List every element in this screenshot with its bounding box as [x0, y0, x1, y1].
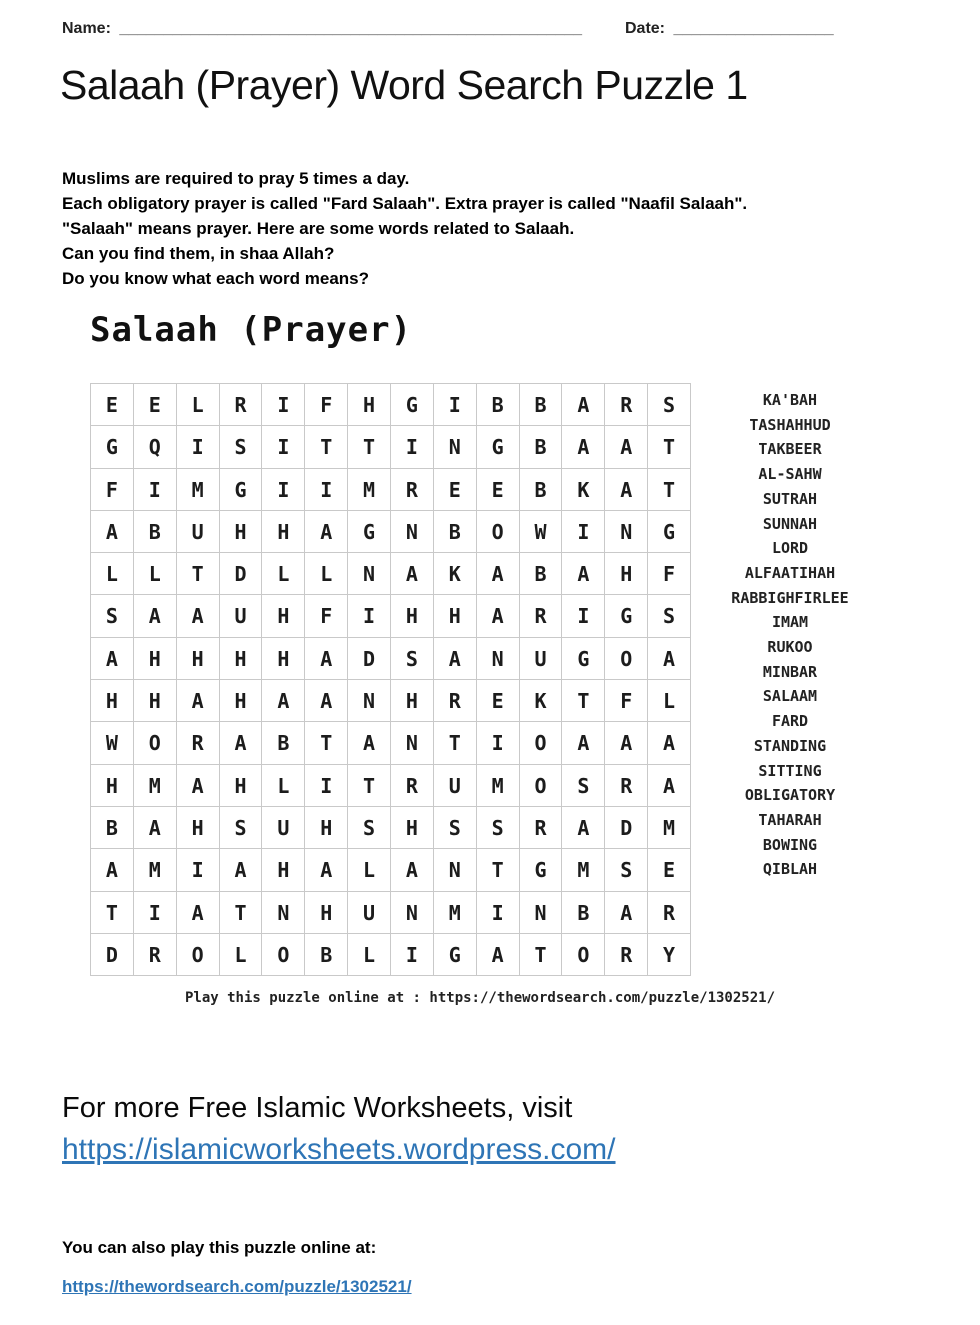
word-list-item: SUNNAH	[762, 514, 818, 533]
grid-cell: A	[605, 426, 648, 468]
grid-cell: T	[305, 426, 348, 468]
play-online-caption: Play this puzzle online at : https://thewordsearch.com/puzzle/1302521/	[184, 990, 775, 1006]
grid-cell: R	[520, 595, 563, 637]
grid-cell: E	[434, 469, 477, 511]
grid-cell: A	[348, 722, 391, 764]
name-field-group	[62, 20, 582, 38]
grid-cell: S	[220, 426, 263, 468]
grid-cell: A	[177, 892, 220, 934]
grid-cell: T	[562, 680, 605, 722]
grid-cell: K	[434, 553, 477, 595]
grid-cell: R	[605, 765, 648, 807]
grid-cell: A	[91, 511, 134, 553]
grid-cell: I	[305, 469, 348, 511]
grid-cell: G	[91, 426, 134, 468]
word-list-item: OBLIGATORY	[744, 786, 836, 805]
grid-cell: N	[391, 722, 434, 764]
grid-cell: T	[434, 722, 477, 764]
grid-cell: H	[91, 765, 134, 807]
grid-cell: B	[91, 807, 134, 849]
grid-cell: G	[605, 595, 648, 637]
grid-cell: H	[220, 638, 263, 680]
grid-cell: I	[477, 892, 520, 934]
grid-cell: I	[262, 469, 305, 511]
grid-cell: N	[391, 892, 434, 934]
intro-paragraph	[62, 166, 747, 291]
grid-cell: G	[348, 511, 391, 553]
grid-cell: R	[434, 680, 477, 722]
grid-cell: U	[434, 765, 477, 807]
grid-cell: O	[262, 934, 305, 976]
grid-cell: G	[562, 638, 605, 680]
grid-cell: I	[391, 426, 434, 468]
grid-cell: A	[434, 638, 477, 680]
date-blank-line: __________________	[673, 20, 834, 37]
grid-cell: A	[477, 934, 520, 976]
grid-cell: I	[434, 384, 477, 426]
grid-cell: G	[520, 849, 563, 891]
grid-cell: T	[305, 722, 348, 764]
grid-cell: H	[391, 807, 434, 849]
grid-cell: L	[348, 849, 391, 891]
grid-cell: B	[520, 469, 563, 511]
grid-cell: A	[305, 849, 348, 891]
word-list-item: RABBIGHFIRLEE	[731, 588, 849, 607]
word-list	[690, 388, 890, 882]
grid-cell: F	[648, 553, 691, 595]
word-list-item: FARD	[771, 712, 809, 731]
grid-cell: I	[177, 426, 220, 468]
word-list-item: TASHAHHUD	[749, 415, 831, 434]
word-list-item: AL-SAHW	[758, 465, 822, 484]
grid-cell: S	[91, 595, 134, 637]
grid-cell: U	[262, 807, 305, 849]
grid-cell: H	[177, 807, 220, 849]
grid-cell: F	[605, 680, 648, 722]
grid-cell: S	[648, 595, 691, 637]
grid-cell: I	[262, 384, 305, 426]
word-list-item: LORD	[771, 539, 809, 558]
islamic-worksheets-link[interactable]: https://islamicworksheets.wordpress.com/	[62, 1133, 616, 1166]
grid-cell: E	[648, 849, 691, 891]
grid-cell: W	[520, 511, 563, 553]
word-list-item: BOWING	[762, 835, 818, 854]
grid-cell: A	[91, 638, 134, 680]
grid-cell: G	[434, 934, 477, 976]
grid-cell: N	[434, 849, 477, 891]
grid-cell: I	[177, 849, 220, 891]
grid-cell: I	[305, 765, 348, 807]
grid-cell: H	[177, 638, 220, 680]
word-list-item: TAKBEER	[758, 440, 822, 459]
grid-cell: B	[520, 384, 563, 426]
grid-cell: M	[648, 807, 691, 849]
grid-cell: H	[305, 807, 348, 849]
grid-cell: T	[91, 892, 134, 934]
grid-cell: U	[220, 595, 263, 637]
grid-cell: A	[477, 553, 520, 595]
grid-cell: S	[391, 638, 434, 680]
grid-cell: T	[648, 426, 691, 468]
grid-cell: L	[262, 765, 305, 807]
grid-cell: I	[134, 469, 177, 511]
grid-cell: E	[477, 469, 520, 511]
grid-cell: O	[520, 765, 563, 807]
grid-cell: H	[305, 892, 348, 934]
grid-cell: M	[477, 765, 520, 807]
grid-cell: M	[434, 892, 477, 934]
wordsearch-puzzle-link[interactable]: https://thewordsearch.com/puzzle/1302521/	[62, 1277, 412, 1296]
grid-cell: S	[605, 849, 648, 891]
grid-cell: I	[562, 511, 605, 553]
grid-cell: L	[134, 553, 177, 595]
grid-cell: M	[177, 469, 220, 511]
grid-cell: A	[562, 553, 605, 595]
grid-cell: R	[605, 934, 648, 976]
grid-cell: Y	[648, 934, 691, 976]
grid-cell: A	[605, 892, 648, 934]
grid-cell: T	[648, 469, 691, 511]
grid-cell: S	[220, 807, 263, 849]
grid-cell: A	[562, 384, 605, 426]
grid-cell: A	[177, 765, 220, 807]
grid-cell: H	[391, 680, 434, 722]
grid-cell: O	[477, 511, 520, 553]
grid-cell: B	[520, 553, 563, 595]
grid-cell: B	[434, 511, 477, 553]
intro-line: Do you know what each word means?	[62, 269, 369, 288]
grid-cell: G	[391, 384, 434, 426]
grid-cell: B	[134, 511, 177, 553]
grid-cell: U	[177, 511, 220, 553]
grid-cell: A	[134, 807, 177, 849]
grid-cell: I	[348, 595, 391, 637]
grid-cell: A	[477, 595, 520, 637]
grid-cell: D	[605, 807, 648, 849]
grid-cell: U	[348, 892, 391, 934]
grid-cell: T	[477, 849, 520, 891]
also-play-text: You can also play this puzzle online at:	[62, 1238, 377, 1257]
grid-cell: R	[177, 722, 220, 764]
grid-cell: A	[391, 849, 434, 891]
grid-cell: K	[562, 469, 605, 511]
grid-cell: B	[305, 934, 348, 976]
grid-cell: F	[91, 469, 134, 511]
grid-cell: H	[220, 765, 263, 807]
grid-cell: A	[562, 722, 605, 764]
grid-cell: A	[605, 722, 648, 764]
grid-cell: B	[477, 384, 520, 426]
word-list-item: ALFAATIHAH	[744, 563, 836, 582]
grid-cell: E	[91, 384, 134, 426]
grid-cell: I	[562, 595, 605, 637]
grid-cell: A	[262, 680, 305, 722]
grid-cell: A	[305, 680, 348, 722]
grid-cell: F	[305, 384, 348, 426]
grid-cell: R	[605, 384, 648, 426]
grid-cell: G	[220, 469, 263, 511]
grid-cell: N	[262, 892, 305, 934]
grid-cell: L	[305, 553, 348, 595]
grid-cell: M	[348, 469, 391, 511]
grid-cell: H	[134, 680, 177, 722]
grid-cell: M	[134, 849, 177, 891]
grid-cell: A	[177, 595, 220, 637]
grid-cell: I	[391, 934, 434, 976]
grid-cell: E	[134, 384, 177, 426]
grid-cell: A	[177, 680, 220, 722]
grid-cell: O	[177, 934, 220, 976]
grid-cell: R	[391, 469, 434, 511]
intro-line: Each obligatory prayer is called "Fard Salaah". Extra prayer is called "Naafil Salaah".	[62, 194, 748, 213]
grid-cell: A	[220, 849, 263, 891]
date-field-group	[625, 20, 834, 38]
grid-cell: N	[605, 511, 648, 553]
grid-cell: D	[348, 638, 391, 680]
puzzle-heading: Salaah (Prayer)	[90, 310, 413, 350]
grid-cell: H	[262, 511, 305, 553]
intro-line: "Salaah" means prayer. Here are some words related to Salaah.	[62, 219, 575, 238]
word-search-grid	[90, 383, 691, 976]
grid-cell: H	[134, 638, 177, 680]
word-list-item: TAHARAH	[758, 810, 822, 829]
grid-cell: G	[648, 511, 691, 553]
grid-cell: H	[91, 680, 134, 722]
grid-cell: N	[434, 426, 477, 468]
word-list-item: RUKOO	[767, 638, 813, 657]
grid-cell: I	[477, 722, 520, 764]
grid-cell: L	[648, 680, 691, 722]
grid-cell: A	[91, 849, 134, 891]
grid-cell: H	[348, 384, 391, 426]
grid-cell: H	[262, 595, 305, 637]
grid-cell: U	[520, 638, 563, 680]
grid-cell: R	[134, 934, 177, 976]
grid-cell: A	[134, 595, 177, 637]
grid-cell: A	[605, 469, 648, 511]
grid-cell: H	[391, 595, 434, 637]
grid-cell: M	[134, 765, 177, 807]
grid-cell: D	[220, 553, 263, 595]
grid-cell: A	[648, 722, 691, 764]
grid-cell: S	[477, 807, 520, 849]
grid-cell: A	[648, 765, 691, 807]
grid-cell: H	[220, 511, 263, 553]
grid-cell: W	[91, 722, 134, 764]
grid-cell: A	[305, 638, 348, 680]
grid-cell: T	[348, 765, 391, 807]
grid-cell: E	[477, 680, 520, 722]
grid-cell: F	[305, 595, 348, 637]
grid-cell: R	[648, 892, 691, 934]
grid-cell: B	[520, 426, 563, 468]
name-label: Name:	[62, 20, 111, 37]
grid-cell: L	[262, 553, 305, 595]
grid-cell: B	[262, 722, 305, 764]
promo-text: For more Free Islamic Worksheets, visit	[62, 1092, 573, 1124]
grid-cell: L	[91, 553, 134, 595]
grid-cell: R	[220, 384, 263, 426]
grid-cell: M	[562, 849, 605, 891]
page-title: Salaah (Prayer) Word Search Puzzle 1	[60, 62, 748, 108]
grid-cell: S	[648, 384, 691, 426]
grid-cell: T	[348, 426, 391, 468]
grid-cell: A	[562, 426, 605, 468]
grid-cell: R	[391, 765, 434, 807]
grid-cell: A	[562, 807, 605, 849]
word-list-item: STANDING	[753, 736, 827, 755]
word-list-item: MINBAR	[762, 662, 818, 681]
grid-cell: A	[648, 638, 691, 680]
grid-cell: O	[134, 722, 177, 764]
grid-cell: O	[520, 722, 563, 764]
grid-cell: N	[477, 638, 520, 680]
grid-cell: N	[520, 892, 563, 934]
grid-cell: H	[262, 849, 305, 891]
grid-cell: I	[134, 892, 177, 934]
grid-cell: G	[477, 426, 520, 468]
grid-cell: R	[520, 807, 563, 849]
name-blank-line: ____________________________________________________	[119, 20, 583, 37]
grid-cell: A	[220, 722, 263, 764]
intro-line: Can you find them, in shaa Allah?	[62, 244, 335, 263]
grid-cell: O	[605, 638, 648, 680]
grid-cell: L	[177, 384, 220, 426]
word-list-item: IMAM	[771, 613, 809, 632]
grid-cell: N	[348, 553, 391, 595]
grid-cell: S	[348, 807, 391, 849]
grid-cell: T	[177, 553, 220, 595]
grid-cell: D	[91, 934, 134, 976]
word-list-item: SALAAM	[762, 687, 818, 706]
grid-cell: H	[262, 638, 305, 680]
grid-cell: S	[562, 765, 605, 807]
intro-line: Muslims are required to pray 5 times a day.	[62, 169, 410, 188]
grid-cell: L	[220, 934, 263, 976]
grid-cell: S	[434, 807, 477, 849]
grid-cell: A	[305, 511, 348, 553]
grid-cell: A	[391, 553, 434, 595]
grid-cell: N	[391, 511, 434, 553]
grid-cell: N	[348, 680, 391, 722]
grid-cell: T	[520, 934, 563, 976]
grid-cell: H	[434, 595, 477, 637]
grid-cell: H	[605, 553, 648, 595]
grid-cell: O	[562, 934, 605, 976]
word-list-item: SITTING	[758, 761, 822, 780]
grid-cell: I	[262, 426, 305, 468]
grid-cell: L	[348, 934, 391, 976]
grid-cell: K	[520, 680, 563, 722]
date-label: Date:	[625, 20, 666, 37]
grid-cell: Q	[134, 426, 177, 468]
word-list-item: QIBLAH	[762, 860, 818, 879]
grid-cell: T	[220, 892, 263, 934]
grid-cell: H	[220, 680, 263, 722]
word-list-item: SUTRAH	[762, 489, 818, 508]
grid-cell: B	[562, 892, 605, 934]
word-list-item: KA'BAH	[762, 391, 818, 409]
